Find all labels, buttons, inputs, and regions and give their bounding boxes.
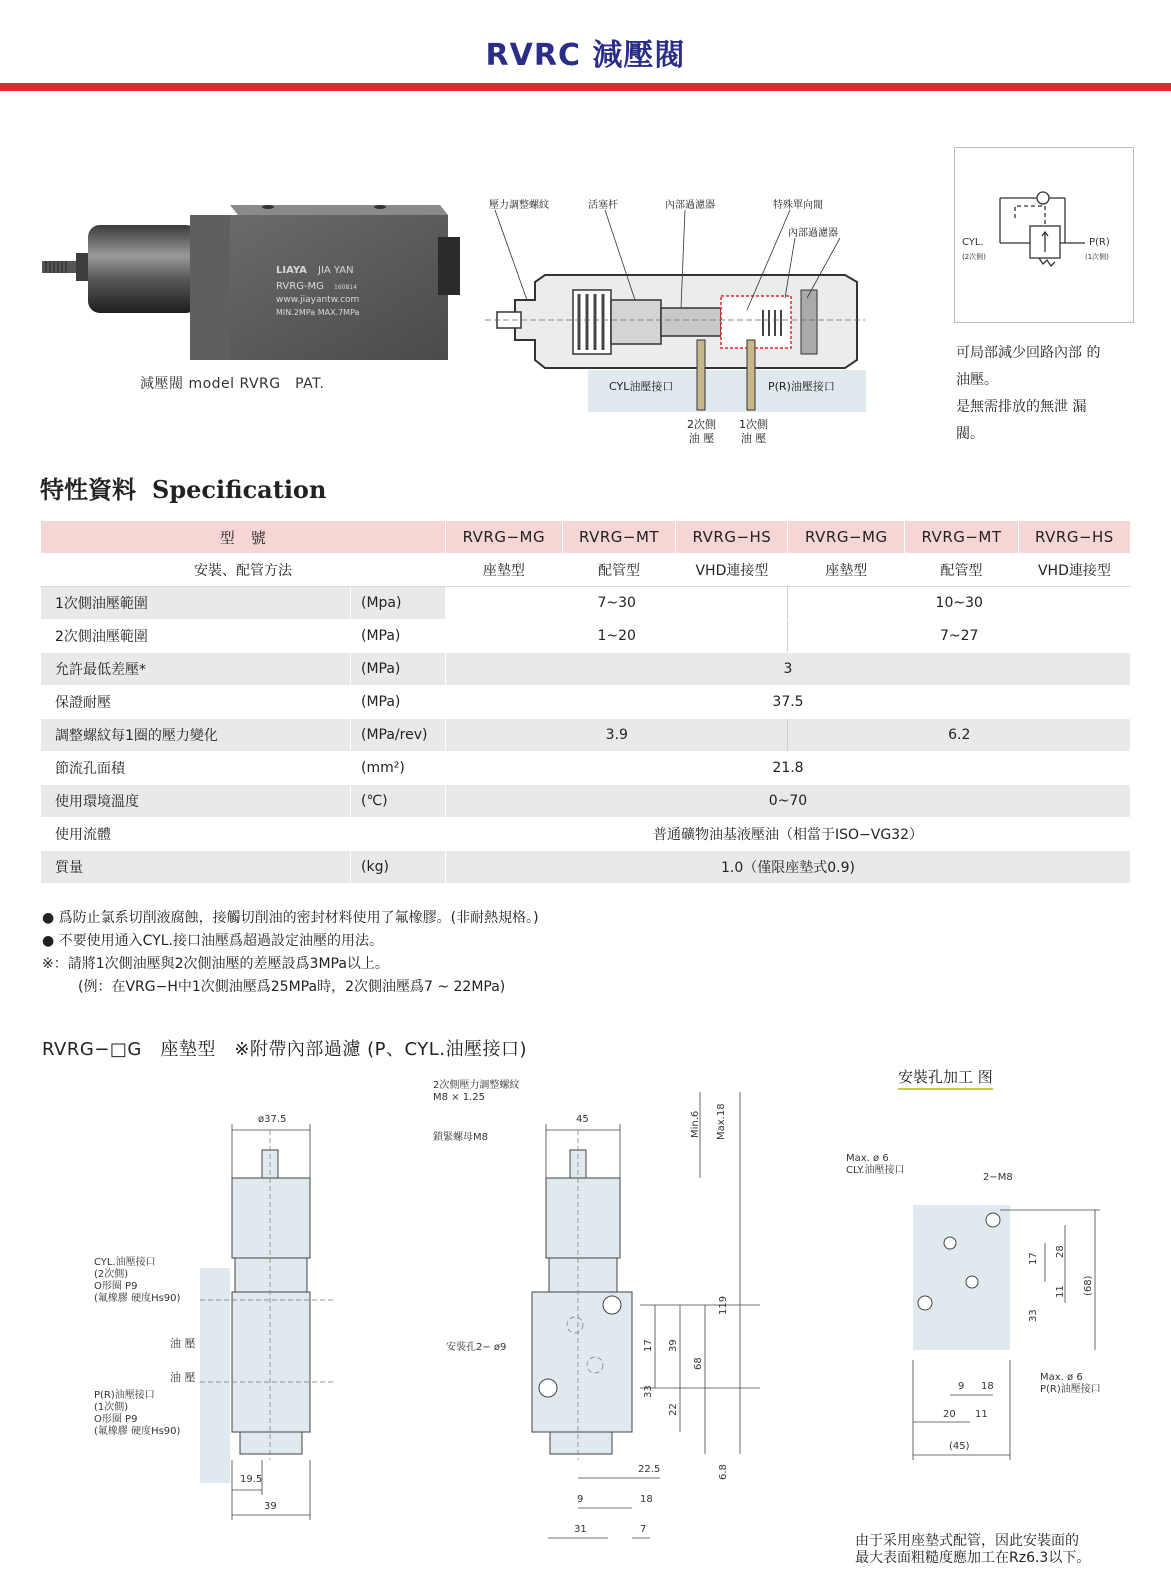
left-rubber2: (氟橡膠 硬度Hs90) <box>94 1426 181 1437</box>
symbol-cyl-sub: (2次側) <box>962 253 986 261</box>
symbol-pr-sub: (1次側) <box>1085 253 1109 261</box>
header-model-label: 型 號 <box>41 521 446 554</box>
row-name: 調整螺紋每1圈的壓力變化 <box>41 719 351 752</box>
table-row <box>41 653 1131 686</box>
row-unit: (MPa) <box>351 686 446 719</box>
spec-heading-en: Specification <box>152 475 327 504</box>
right-d45: (45) <box>949 1441 970 1452</box>
label-internal-filter-2: 內部過濾器 <box>788 228 838 239</box>
mount-cell: VHD連接型 <box>676 554 788 587</box>
row-value-left: 3.9 <box>446 719 788 752</box>
mid-d33: 33 <box>643 1385 654 1398</box>
mid-mount-hole: 安裝孔2− ø9 <box>446 1342 507 1353</box>
row-value: 37.5 <box>446 686 1131 719</box>
left-oil2: 油 壓 <box>170 1371 196 1384</box>
mid-d7: 7 <box>640 1524 647 1535</box>
model-line: RVRG−□G 座墊型 ※附帶內部過濾 (P、CYL.油壓接口) <box>42 1039 528 1060</box>
mid-d17: 17 <box>643 1339 654 1352</box>
mid-d225: 22.5 <box>638 1464 661 1475</box>
dimension-drawings <box>0 1060 1171 1580</box>
reducing-valve-symbol <box>955 148 1135 324</box>
row-name: 質量 <box>41 851 351 884</box>
label-piston-rod: 活塞杆 <box>588 200 618 211</box>
row-name: 使用環境溫度 <box>41 785 351 818</box>
header-divider <box>0 83 1171 91</box>
row-unit: (℃) <box>351 785 446 818</box>
right-max6a: Max. ø 6 <box>846 1153 889 1164</box>
photo-brand-text: JIA YAN <box>318 265 354 276</box>
symbol-cyl: CYL. <box>962 237 984 248</box>
right-m8: 2−M8 <box>983 1172 1013 1183</box>
mid-min6: Min.6 <box>690 1110 701 1138</box>
mid-nut: 鎖緊螺母M8 <box>433 1132 488 1143</box>
header-model: RVRG−MG <box>446 521 563 554</box>
row-value-left: 1~20 <box>446 620 788 653</box>
left-cyl-port: CYL.油壓接口 <box>94 1257 156 1268</box>
photo-serial: 160814 <box>334 284 357 291</box>
row-unit <box>351 818 446 851</box>
left-d39: 39 <box>264 1501 277 1512</box>
label-primary-side: 1次側 油 壓 <box>739 418 768 445</box>
dimension-drawings-svg <box>0 1060 1171 1580</box>
row-unit: (MPa) <box>351 653 446 686</box>
right-d33: 33 <box>1028 1309 1039 1322</box>
header-model: RVRG−MG <box>788 521 905 554</box>
mid-d68b: 6.8 <box>718 1464 729 1480</box>
mount-cell: 配管型 <box>562 554 676 587</box>
mount-hole-title: 安裝孔加工 图 <box>898 1066 993 1090</box>
right-d20: 20 <box>943 1409 956 1420</box>
spec-heading-cn: 特性資料 <box>40 475 136 504</box>
label-check-valve: 特殊單向閥 <box>773 200 823 211</box>
row-value: 1.0（僅限座墊式0.9) <box>446 851 1131 884</box>
left-pr-port: P(R)油壓接口 <box>94 1390 155 1401</box>
footnote-line: 由于采用座墊式配管，因此安裝面的 <box>855 1533 1079 1549</box>
right-pr-port: P(R)油壓接口 <box>1040 1384 1101 1395</box>
mount-cell: VHD連接型 <box>1018 554 1130 587</box>
right-d18: 18 <box>981 1381 994 1392</box>
photo-pressure: MIN.2MPa MAX.7MPa <box>276 308 360 317</box>
row-value: 21.8 <box>446 752 1131 785</box>
row-unit: (Mpa) <box>351 587 446 620</box>
row-value: 3 <box>446 653 1131 686</box>
row-name: 使用流體 <box>41 818 351 851</box>
footnote-line: 最大表面粗糙度應加工在Rz6.3以下。 <box>855 1550 1091 1566</box>
row-name: 節流孔面積 <box>41 752 351 785</box>
photo-caption: 減壓閥 model RVRG PAT. <box>140 376 325 392</box>
dim-dia: ø37.5 <box>258 1114 287 1125</box>
footnote <box>855 1533 1090 1567</box>
hydraulic-symbol <box>954 147 1134 323</box>
right-d17: 17 <box>1028 1252 1039 1265</box>
header-model: RVRG−HS <box>1018 521 1130 554</box>
mount-cell: 座墊型 <box>446 554 563 587</box>
mid-d31: 31 <box>574 1524 587 1535</box>
mid-d22: 22 <box>668 1403 679 1416</box>
symbol-pr: P(R) <box>1089 237 1110 248</box>
row-name: 允許最低差壓* <box>41 653 351 686</box>
mount-cell: 配管型 <box>905 554 1019 587</box>
left-side1: (1次側) <box>94 1402 129 1413</box>
notes <box>42 907 539 999</box>
note-line: ※：請將1次側油壓與2次側油壓的差壓設爲3MPa以上。 <box>42 956 389 972</box>
row-value-right: 7~27 <box>788 620 1131 653</box>
row-name: 保證耐壓 <box>41 686 351 719</box>
label-internal-filter-1: 內部過濾器 <box>665 200 715 211</box>
table-row <box>41 851 1131 884</box>
row-value: 普通礦物油基液壓油（相當于ISO−VG32） <box>446 818 1131 851</box>
table-row <box>41 719 1131 752</box>
right-d28: 28 <box>1055 1245 1066 1258</box>
left-oil1: 油 壓 <box>170 1337 196 1350</box>
table-row <box>41 620 1131 653</box>
right-d9: 9 <box>958 1381 965 1392</box>
mid-d119: 119 <box>718 1295 729 1315</box>
mount-cell: 座墊型 <box>788 554 905 587</box>
row-value-left: 7~30 <box>446 587 788 620</box>
description-line: 閥。 <box>956 426 984 442</box>
valve-photo-illustration <box>40 195 470 360</box>
row-unit: (mm²) <box>351 752 446 785</box>
table-row <box>41 587 1131 620</box>
header-model: RVRG−HS <box>676 521 788 554</box>
row-unit: (MPa/rev) <box>351 719 446 752</box>
right-d11b: 11 <box>975 1409 988 1420</box>
right-d11: 11 <box>1055 1285 1066 1298</box>
description-line: 是無需排放的無泄 漏 <box>956 399 1087 415</box>
description-line: 可局部減少回路內部 的 <box>956 345 1101 361</box>
left-side2: (2次側) <box>94 1269 129 1280</box>
photo-brand: LIAYA <box>276 265 307 276</box>
header-model: RVRG−MT <box>905 521 1019 554</box>
row-value: 0~70 <box>446 785 1131 818</box>
mid-screw-size: M8 × 1.25 <box>433 1092 485 1103</box>
left-oring2: O形圈 P9 <box>94 1414 138 1425</box>
photo-model: RVRG-MG <box>276 281 324 292</box>
left-d195: 19.5 <box>240 1474 263 1485</box>
note-line: ● 爲防止氯系切削液腐蝕，接觸切削油的密封材料使用了氟橡膠。(非耐熱規格。) <box>42 910 539 926</box>
table-row <box>41 686 1131 719</box>
header-model: RVRG−MT <box>562 521 676 554</box>
note-line: (例：在VRG−H中1次側油壓爲25MPa時，2次側油壓爲7 ~ 22MPa) <box>78 979 506 995</box>
label-secondary-side: 2次側 油 壓 <box>687 418 716 445</box>
right-cly-port: CLY.油壓接口 <box>846 1165 905 1176</box>
table-row-mount <box>41 554 1131 587</box>
mid-d45: 45 <box>576 1114 589 1125</box>
mid-d18: 18 <box>640 1494 653 1505</box>
row-value-right: 10~30 <box>788 587 1131 620</box>
section-view <box>485 190 875 455</box>
photo-website: www.jiayantw.com <box>276 295 360 305</box>
row-unit: (kg) <box>351 851 446 884</box>
mid-d39: 39 <box>668 1339 679 1352</box>
mid-screw: 2次側壓力調整螺紋 <box>433 1080 520 1091</box>
page-title: RVRC 減壓閥 <box>485 38 686 73</box>
mid-d68: 68 <box>693 1357 704 1370</box>
label-cyl-port: CYL油壓接口 <box>609 380 674 393</box>
row-value-right: 6.2 <box>788 719 1131 752</box>
table-row <box>41 785 1131 818</box>
mount-label: 安裝、配管方法 <box>41 554 446 587</box>
note-line: ● 不要使用通入CYL.接口油壓爲超過設定油壓的用法。 <box>42 933 383 949</box>
left-rubber1: (氟橡膠 硬度Hs90) <box>94 1293 181 1304</box>
right-d68: (68) <box>1083 1275 1094 1296</box>
table-row <box>41 752 1131 785</box>
product-photo <box>40 195 470 360</box>
spec-heading <box>40 470 326 505</box>
label-adjust-thread: 壓力調整螺紋 <box>489 200 549 211</box>
left-oring1: O形圈 P9 <box>94 1281 138 1292</box>
mid-d9: 9 <box>577 1494 584 1505</box>
table-header-row <box>41 521 1131 554</box>
valve-description <box>956 340 1156 448</box>
row-name: 1次側油壓範圍 <box>41 587 351 620</box>
table-row <box>41 818 1131 851</box>
spec-table <box>40 520 1131 884</box>
mid-max18: Max.18 <box>716 1103 727 1140</box>
description-line: 油壓。 <box>956 372 998 388</box>
label-pr-port: P(R)油壓接口 <box>768 380 835 393</box>
right-max6b: Max. ø 6 <box>1040 1372 1083 1383</box>
row-unit: (MPa) <box>351 620 446 653</box>
row-name: 2次側油壓範圍 <box>41 620 351 653</box>
